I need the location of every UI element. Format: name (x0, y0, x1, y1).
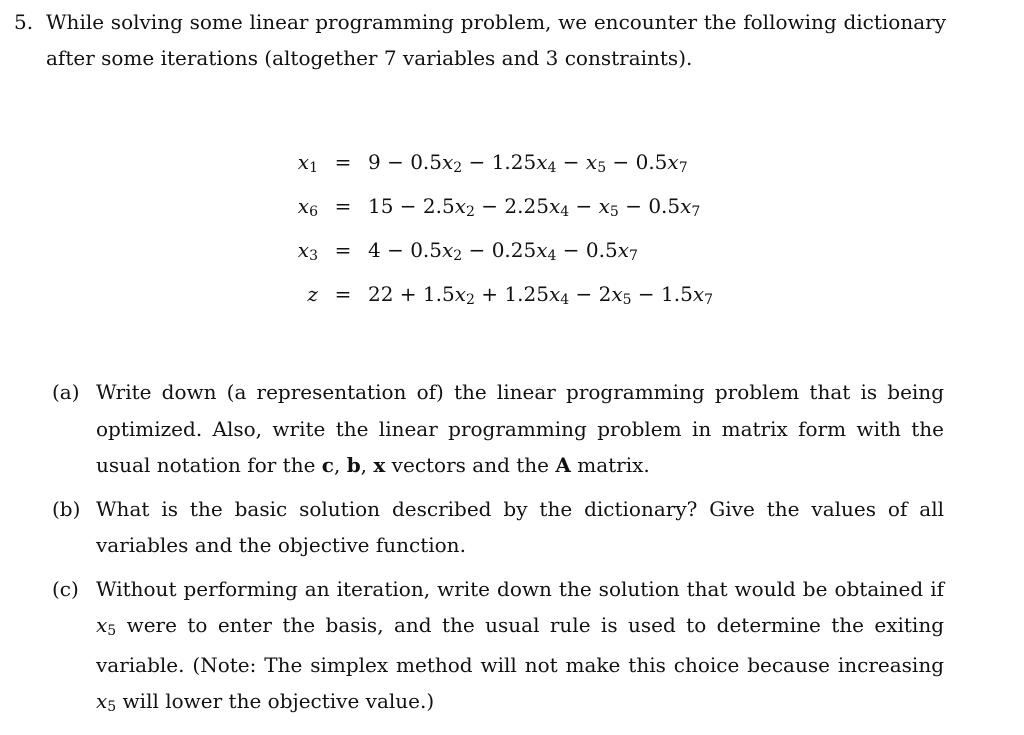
math-variable: x (692, 282, 705, 306)
equals-sign: = (334, 238, 352, 262)
math-subscript: 7 (691, 204, 701, 220)
math-term: − (569, 194, 599, 218)
math-subscript: 3 (309, 248, 318, 264)
math-subscript: 4 (560, 292, 570, 308)
text-run: were to enter the basis, and the usual rule is used to determine the exiting variable. (Note: The simplex method will not make this choice because increasing (96, 613, 944, 677)
text-run: will lower the objective value.) (116, 689, 435, 713)
math-term: 15 − 2.5 (368, 194, 455, 218)
equation-rhs (368, 186, 700, 229)
math-term: 9 − 0.5 (368, 150, 443, 174)
dictionary-row (270, 230, 713, 274)
problem-statement: While solving some linear programming problem, we encounter the following dictionary after some iterations (altogether 7 variables and 3 constraints). (46, 10, 946, 70)
text-run: Without performing an iteration, write down the solution that would be obtained if (96, 576, 944, 601)
math-subscript: 7 (678, 160, 688, 176)
math-term: + 1.25 (474, 282, 549, 306)
text-run: Write down (a representation of) the linear programming problem that is being optimized. Also, write the linear programming problem in matrix form with the usual notation for the (96, 380, 944, 477)
math-subscript: 7 (704, 292, 714, 308)
math-variable: x (96, 613, 108, 637)
math-term: − 0.25 (462, 238, 537, 262)
equation-rhs (368, 230, 638, 273)
math-subscript: 5 (597, 160, 607, 176)
math-variable: x (585, 150, 598, 174)
math-subscript: 5 (609, 204, 619, 220)
math-variable: x (667, 150, 679, 174)
math-subscript: 4 (547, 160, 557, 176)
math-term: − 0.5 (556, 238, 618, 262)
equals-sign: = (334, 194, 352, 218)
bold-symbol: A (555, 453, 571, 477)
bold-symbol: b (346, 453, 361, 477)
problem-5 (14, 4, 1004, 76)
math-variable: x (536, 238, 548, 262)
math-subscript: 2 (453, 160, 463, 176)
equation-rhs (368, 274, 713, 317)
math-subscript: 2 (453, 248, 463, 264)
equals-sign: = (334, 150, 352, 174)
dictionary-row (270, 274, 713, 318)
math-subscript: 4 (547, 248, 557, 264)
problem-header (14, 4, 1004, 76)
problem-number: 5. (14, 10, 34, 34)
math-variable: x (297, 150, 310, 174)
math-subscript: 2 (466, 204, 475, 220)
text-run: vectors and the (385, 453, 556, 477)
text-run: What is the basic solution described by the dictionary? Give the values of all variables and the objective function. (96, 496, 944, 557)
math-subscript: 5 (107, 699, 117, 715)
equation-lhs (270, 186, 318, 229)
math-variable: x (454, 194, 467, 218)
math-term: 22 + 1.5 (368, 282, 455, 306)
math-variable: x (442, 238, 454, 262)
math-variable: x (548, 282, 561, 306)
math-term: 4 − 0.5 (368, 238, 443, 262)
math-variable: x (96, 689, 108, 713)
subquestions (52, 374, 944, 730)
text-run: matrix. (570, 453, 650, 477)
math-subscript: 4 (560, 204, 570, 220)
math-subscript: 6 (309, 204, 318, 220)
text-run: , (333, 453, 347, 477)
dictionary-row (270, 142, 713, 186)
subquestion-text (96, 491, 944, 564)
subquestion-text (96, 374, 944, 484)
math-subscript: 1 (309, 160, 318, 176)
math-variable: x (297, 238, 310, 262)
math-variable: x (536, 150, 548, 174)
math-variable: x (297, 194, 310, 218)
math-subscript: 5 (107, 623, 117, 639)
math-term: − 0.5 (606, 150, 668, 174)
dictionary-row (270, 186, 713, 230)
math-term: − 0.5 (618, 194, 681, 218)
equation-lhs (270, 230, 318, 273)
equals-sign: = (334, 282, 352, 306)
math-variable: z (307, 282, 318, 306)
subquestion-text (96, 571, 944, 723)
subquestion (52, 571, 944, 723)
equation-lhs (270, 142, 318, 185)
math-term: − (556, 150, 586, 174)
subquestion (52, 491, 944, 564)
bold-symbol: x (373, 453, 386, 477)
math-variable: x (548, 194, 561, 218)
math-subscript: 2 (466, 292, 475, 308)
math-variable: x (617, 238, 629, 262)
equation-rhs (368, 142, 688, 185)
math-variable: x (598, 194, 610, 218)
math-variable: x (454, 282, 467, 306)
math-variable: x (611, 282, 623, 306)
math-term: − 1.25 (462, 150, 537, 174)
dictionary (270, 142, 713, 318)
equation-lhs (270, 274, 318, 314)
bold-symbol: c (321, 453, 334, 477)
math-variable: x (442, 150, 454, 174)
subquestion-label: (c) (52, 576, 79, 601)
subquestion (52, 374, 944, 484)
math-term: − 1.5 (631, 282, 693, 306)
text-run: , (360, 453, 374, 477)
subquestion-label: (b) (52, 496, 81, 521)
math-subscript: 7 (629, 248, 638, 264)
math-term: − 2.25 (474, 194, 549, 218)
math-subscript: 5 (622, 292, 632, 308)
math-term: − 2 (569, 282, 612, 306)
math-variable: x (680, 194, 692, 218)
subquestion-label: (a) (52, 380, 80, 404)
